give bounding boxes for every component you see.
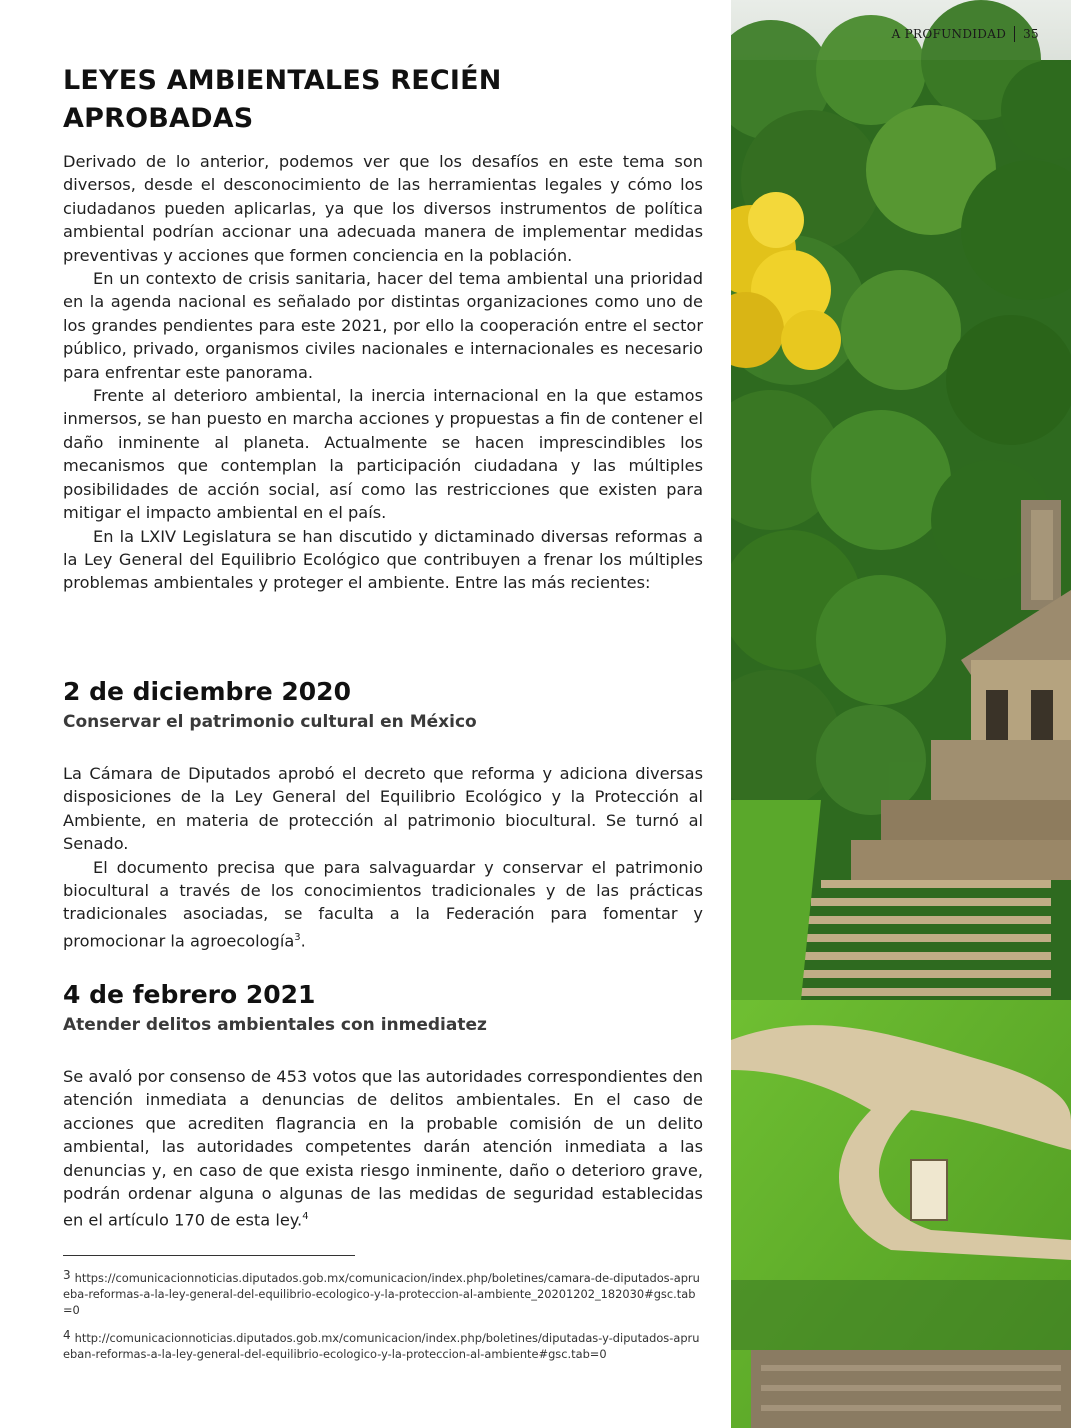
- section-label: A PROFUNDIDAD: [891, 27, 1007, 41]
- footnote-url[interactable]: http://comunicacionnoticias.diputados.gob.mx/comunicacion/index.php/boletines/diputadas-y-diputados-aprueban-reformas-a-la-ley-general-del-equilibrio-ecologico-y-la-proteccion-al-ambiente#gsc.tab=0: [63, 1331, 700, 1361]
- entry-subtitle: Conservar el patrimonio cultural en México: [63, 712, 477, 732]
- entry-feb-2021: [63, 979, 703, 1232]
- header-divider: [1014, 26, 1015, 42]
- footnote-number: 3: [63, 1268, 71, 1282]
- entry-paragraph: El documento precisa que para salvaguardar y conservar el patrimonio biocultural a través de los conocimientos tradicionales y de las prácticas tradicionales asociadas, se faculta a la Federación para fomentar y promocionar la agroecología$^3$.: [63, 857, 703, 951]
- footnote-ref: 4: [302, 1211, 309, 1223]
- footnote-divider: [63, 1255, 355, 1256]
- intro-paragraph: En un contexto de crisis sanitaria, hacer del tema ambiental una prioridad en la agenda nacional es señalado por distintas organizaciones como uno de los grandes pendientes para este 2021, por ello la cooperación entre el sector público, privado, organismos civiles nacionales e internacionales es necesario para enfrentar este panorama.: [63, 269, 703, 382]
- footnote: [63, 1330, 703, 1362]
- entry-dec-2020: [63, 676, 703, 953]
- section-title: LEYES AMBIENTALES RECIÉN APROBADAS: [63, 65, 502, 134]
- entry-subtitle: Atender delitos ambientales con inmediatez: [63, 1015, 487, 1035]
- entry-date: 4 de febrero 2021: [63, 980, 316, 1009]
- footnote: [63, 1270, 703, 1318]
- entry-paragraph: La Cámara de Diputados aprobó el decreto que reforma y adiciona diversas disposiciones de la Ley General del Equilibrio Ecológico y la Protección al Ambiente, en materia de protección al patrimonio biocultural. Se turnó al Senado.: [63, 764, 703, 854]
- page-number: 35: [1023, 27, 1039, 41]
- footnote-number: 4: [63, 1328, 71, 1342]
- intro-paragraph: Frente al deterioro ambiental, la inercia internacional en la que estamos inmersos, se han puesto en marcha acciones y propuestas a fin de contener el daño inminente al planeta. Actualmente se hacen imprescindibles los mecanismos que contemplan la participación ciudadana y las múltiples posibilidades de acción social, así como las restricciones que existen para mitigar el impacto ambiental en el país.: [63, 386, 703, 523]
- intro-paragraph: En la LXIV Legislatura se han discutido y dictaminado diversas reformas a la Ley General del Equilibrio Ecológico que contribuyen a frenar los múltiples problemas ambientales y proteger el ambiente. Entre las más recientes:: [63, 526, 703, 593]
- footnote-url[interactable]: https://comunicacionnoticias.diputados.gob.mx/comunicacion/index.php/boletines/camara-de-diputados-aprueba-reformas-a-la-ley-general-del-equilibrio-ecologico-y-la-proteccion-al-ambiente_20201202_182030#gsc.tab=0: [63, 1271, 700, 1317]
- footnote-ref: 3: [294, 931, 301, 943]
- entry-date: 2 de diciembre 2020: [63, 677, 351, 706]
- intro-paragraph: Derivado de lo anterior, podemos ver que los desafíos en este tema son diversos, desde el desconocimiento de las herramientas legales y cómo los ciudadanos pueden aplicarlas, ya que los diversos instrumentos de política ambiental podrían accionar una adecuada manera de implementar medidas preventivas y acciones que formen conciencia en la población.: [63, 152, 703, 265]
- intro-column: [63, 62, 703, 595]
- running-head: [892, 26, 1039, 42]
- entry-paragraph: Se avaló por consenso de 453 votos que las autoridades correspondientes den atención inmediata a denuncias de delitos ambientales. En el caso de acciones que acrediten flagrancia en la probable comisión de un delito ambiental, las autoridades competentes darán atención inmediata a las denuncias y, en caso de que exista riesgo inminente, daño o deterioro grave, podrán ordenar alguna o algunas de las medidas de seguridad establecidas en el artículo 170 de esta ley.$^4$: [63, 1067, 703, 1230]
- jungle-temple-photo: [731, 0, 1071, 1428]
